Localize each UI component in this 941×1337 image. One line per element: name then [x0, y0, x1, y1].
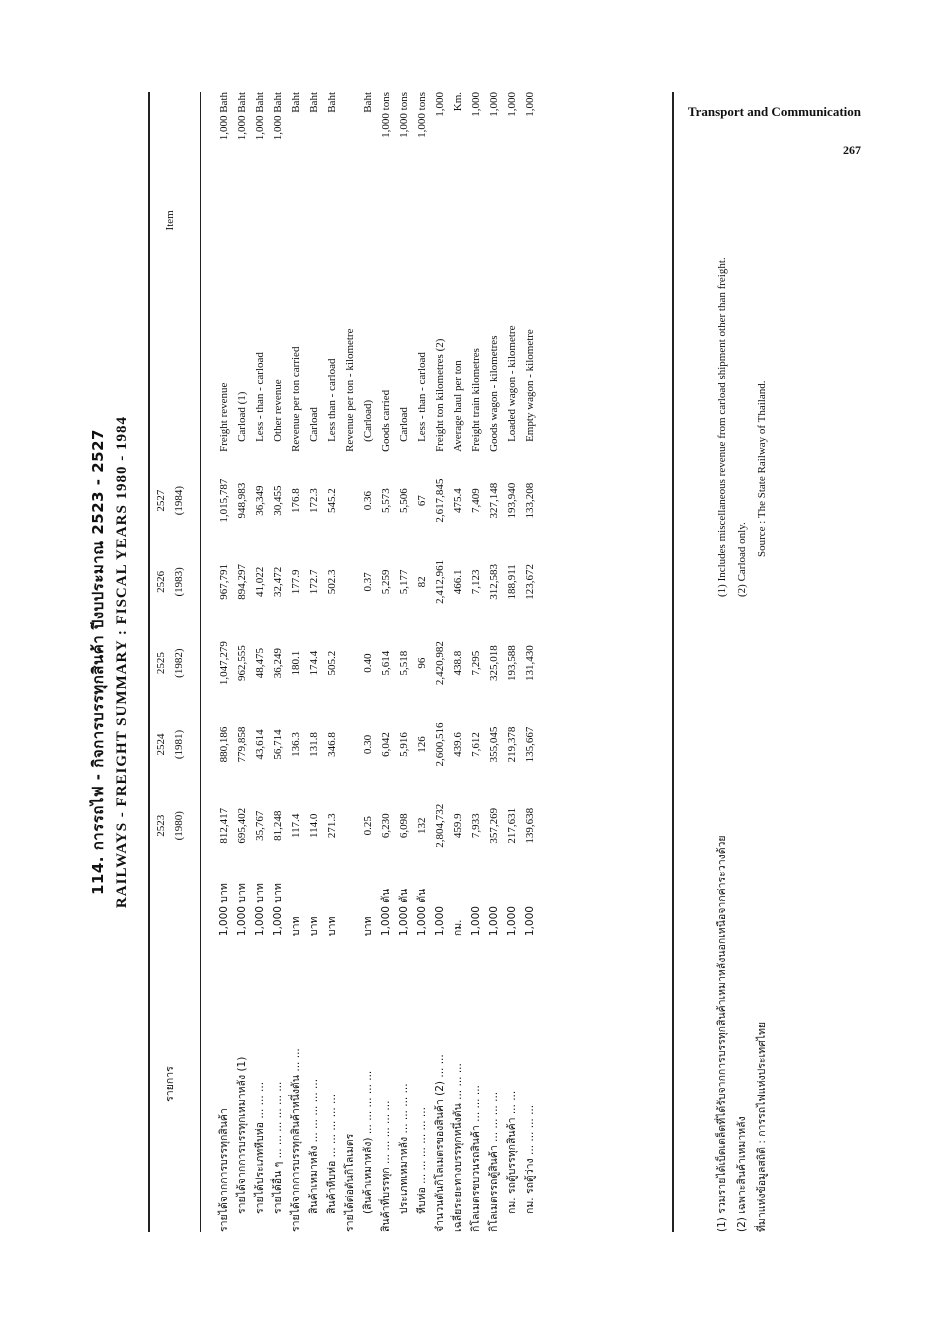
cell-value: 880,186 — [218, 726, 230, 763]
cell-value: 779,858 — [236, 726, 248, 763]
column-header-english-item: Item — [164, 210, 176, 231]
cell-value: 114.0 — [308, 813, 320, 838]
cell-value: 131.8 — [308, 732, 320, 757]
cell-value: 0.25 — [362, 816, 374, 836]
cell-value: 325,018 — [488, 645, 500, 682]
top-rule — [148, 92, 150, 1232]
row-unit-thai: 1,000 — [434, 906, 446, 937]
row-label-thai: รายได้อื่น ๆ ... ... ... ... ... ... — [272, 1081, 284, 1214]
cell-value: 174.4 — [308, 650, 320, 676]
cell-value: 5,916 — [398, 732, 410, 757]
cell-value: 219,378 — [506, 726, 518, 763]
source-english: Source : The State Railway of Thailand. — [756, 380, 768, 557]
cell-value: 439.6 — [452, 732, 464, 757]
footnotes-thai — [712, 835, 772, 1232]
row-label-english: Loaded wagon - kilometre — [506, 325, 518, 442]
row-unit-thai: 1,000 บาท — [236, 883, 248, 937]
row-unit-thai: บาท — [362, 916, 374, 937]
footnote-english: (1) Includes miscellaneous revenue from carload shipment other than freight. — [716, 257, 728, 597]
row-label-thai: เฉลี่ยระยะทางบรรทุกหนึ่งตัน ... ... ... — [452, 1063, 464, 1232]
table-row — [431, 92, 449, 1232]
row-unit-english: Baht — [290, 92, 302, 113]
row-label-english: Carload — [398, 407, 410, 442]
cell-value: 30,455 — [272, 485, 284, 516]
table-row — [503, 92, 521, 1232]
source-thai: ที่มาแห่งข้อมูลสถิติ : การรถไฟแห่งประเทศไทย — [756, 1021, 768, 1232]
row-unit-english — [341, 92, 359, 140]
cell-value — [341, 785, 359, 866]
column-header-ad-year: (1983) — [173, 567, 185, 597]
row-label-thai: สินค้าหีบห่อ ... ... ... ... ... — [326, 1093, 338, 1214]
cell-value: 5,518 — [398, 650, 410, 676]
cell-value: 2,804,732 — [434, 803, 446, 848]
row-unit-english: Baht — [308, 92, 320, 113]
cell-value: 36,249 — [272, 648, 284, 679]
row-unit-english: 1,000 tons — [380, 92, 392, 138]
column-header-year: 2523 — [155, 814, 167, 837]
cell-value: 81,248 — [272, 810, 284, 841]
cell-value: 67 — [416, 495, 428, 507]
table-row — [413, 92, 431, 1232]
row-label-english: Average haul per ton — [452, 360, 464, 452]
row-unit-english: Km. — [452, 92, 464, 112]
row-label-english: Carload (1) — [236, 391, 248, 442]
cell-value: 172.7 — [308, 569, 320, 595]
page-number: 267 — [843, 143, 861, 157]
row-unit-english: 1,000 Baht — [272, 92, 284, 141]
column-header-year: 2527 — [155, 489, 167, 512]
row-label-thai: หีบห่อ ... ... ... ... ... ... — [416, 1107, 428, 1214]
row-unit-thai: 1,000 — [470, 906, 482, 937]
cell-value: 193,588 — [506, 645, 518, 682]
column-header-year: 2525 — [155, 652, 167, 675]
cell-value: 695,402 — [236, 807, 248, 844]
row-unit-thai: 1,000 ตัน — [398, 888, 410, 937]
cell-value: 96 — [416, 657, 428, 669]
cell-value — [341, 623, 359, 704]
row-label-english: Revenue per ton carried — [290, 346, 302, 452]
table-row — [359, 92, 377, 1232]
cell-value: 6,098 — [398, 813, 410, 839]
column-header-thai-unit — [152, 866, 188, 936]
cell-value: 32,472 — [272, 566, 284, 597]
cell-value: 5,177 — [398, 569, 410, 595]
cell-value: 5,573 — [380, 488, 392, 513]
cell-value: 5,614 — [380, 650, 392, 676]
row-unit-thai: 1,000 บาท — [254, 883, 266, 937]
row-label-english: Goods carried — [380, 389, 392, 452]
row-label-thai: สินค้าเหมาหลัง ... ... ... ... ... — [308, 1078, 320, 1214]
table-title-english: RAILWAYS - FREIGHT SUMMARY : FISCAL YEARS 1980 - 1984 — [114, 415, 130, 909]
row-unit-english: 1,000 tons — [398, 92, 410, 138]
cell-value: 36,349 — [254, 485, 266, 516]
cell-value: 355,045 — [488, 726, 500, 763]
table-row — [377, 92, 395, 1232]
row-label-english: Less than - carload — [326, 358, 338, 442]
cell-value: 327,148 — [488, 482, 500, 519]
row-unit-english: 1,000 — [434, 92, 446, 117]
cell-value: 35,767 — [254, 810, 266, 841]
row-unit-english: 1,000 — [470, 92, 482, 117]
cell-value: 180.1 — [290, 650, 302, 676]
cell-value: 505.2 — [326, 650, 338, 676]
cell-value: 2,420,982 — [434, 641, 446, 686]
column-header-year: 2524 — [155, 733, 167, 756]
row-unit-thai: บาท — [326, 916, 338, 937]
cell-value: 466.1 — [452, 569, 464, 595]
table-row — [287, 92, 305, 1232]
row-label-english: Less - than - carload — [416, 352, 428, 442]
table-title-thai: 114. การรถไฟ - กิจการบรรทุกสินค้า ปีงบประมาณ 2523 - 2527 — [89, 429, 107, 896]
row-unit-english: 1,000 Baht — [236, 92, 248, 141]
row-unit-english: 1,000 — [506, 92, 518, 117]
cell-value: 132 — [416, 817, 428, 835]
row-unit-thai: 1,000 ตัน — [416, 888, 428, 937]
cell-value: 346.8 — [326, 732, 338, 757]
row-unit-thai: บาท — [290, 916, 302, 937]
row-unit-thai: 1,000 — [488, 906, 500, 937]
cell-value — [341, 460, 359, 541]
cell-value: 217,631 — [506, 807, 518, 844]
cell-value: 188,911 — [506, 564, 518, 600]
row-label-english: Goods wagon - kilometres — [488, 335, 500, 452]
row-unit-thai: บาท — [308, 916, 320, 937]
cell-value: 962,555 — [236, 645, 248, 682]
cell-value — [341, 704, 359, 785]
column-header-english-unit — [152, 92, 188, 140]
row-unit-english: 1,000 Baht — [254, 92, 266, 141]
table-row — [251, 92, 269, 1232]
row-label-english: Freight train kilometres — [470, 348, 482, 452]
cell-value: 5,259 — [380, 569, 392, 595]
column-header-ad-year: (1981) — [173, 729, 185, 760]
row-label-english: Freight ton kilometres (2) — [434, 338, 446, 452]
row-label-english: Carload — [308, 407, 320, 442]
footnote-english: (2) Carload only. — [736, 522, 748, 597]
cell-value: 6,230 — [380, 813, 392, 839]
row-label-thai: กิโลเมตรขบวนรถสินค้า ... ... ... — [470, 1085, 482, 1232]
row-unit-thai: 1,000 — [506, 906, 518, 937]
table-row — [485, 92, 503, 1232]
cell-value: 357,269 — [488, 807, 500, 844]
column-header-ad-year: (1982) — [173, 648, 185, 678]
cell-value: 5,506 — [398, 488, 410, 513]
freight-summary-table — [152, 92, 539, 1232]
row-label-thai: รายได้ประเภทหีบห่อ ... ... ... — [254, 1081, 266, 1214]
table-row — [521, 92, 539, 1232]
table-row — [323, 92, 341, 1232]
table-row — [215, 92, 233, 1232]
row-unit-english: 1,000 Bath — [218, 92, 230, 141]
header-row-years — [152, 92, 170, 1232]
column-header-year: 2526 — [155, 570, 167, 593]
row-unit-thai — [341, 866, 359, 936]
column-header-ad-year: (1984) — [173, 485, 185, 516]
row-label-english: Other revenue — [272, 379, 284, 442]
table-row — [449, 92, 467, 1232]
cell-value: 312,583 — [488, 564, 500, 600]
cell-value: 7,295 — [470, 650, 482, 676]
cell-value: 117.4 — [290, 813, 302, 838]
row-unit-english: Baht — [362, 92, 374, 113]
column-header-thai-item: รายการ — [164, 1066, 176, 1102]
cell-value: 438.8 — [452, 650, 464, 676]
cell-value: 123,672 — [524, 564, 536, 600]
cell-value: 43,614 — [254, 729, 266, 760]
row-unit-thai: กม. — [452, 919, 464, 937]
cell-value: 135,667 — [524, 726, 536, 763]
cell-value: 139,638 — [524, 807, 536, 844]
column-header-ad-year: (1980) — [173, 811, 185, 841]
table-row — [233, 92, 251, 1232]
row-label-english: Freight revenue — [218, 382, 230, 452]
row-label-thai: จำนวนตันกิโลเมตรของสินค้า (2) ... ... — [434, 1054, 446, 1232]
row-unit-thai: 1,000 ตัน — [380, 888, 392, 937]
cell-value: 7,612 — [470, 732, 482, 757]
cell-value: 0.37 — [362, 572, 374, 592]
table-row — [305, 92, 323, 1232]
table-row — [395, 92, 413, 1232]
cell-value: 2,600,516 — [434, 722, 446, 767]
cell-value: 0.40 — [362, 653, 374, 673]
bottom-rule — [672, 92, 674, 1232]
cell-value: 967,791 — [218, 564, 230, 600]
row-label-english: Less - than - carload — [254, 352, 266, 442]
cell-value: 2,412,961 — [434, 559, 446, 604]
cell-value: 82 — [416, 576, 428, 588]
running-header-section: Transport and Communication — [687, 104, 861, 119]
cell-value: 1,015,787 — [218, 478, 230, 523]
cell-value: 459.9 — [452, 813, 464, 839]
cell-value: 133,208 — [524, 482, 536, 519]
row-unit-thai: 1,000 บาท — [272, 883, 284, 937]
cell-value: 48,475 — [254, 648, 266, 679]
cell-value: 136.3 — [290, 732, 302, 757]
cell-value: 1,047,279 — [218, 641, 230, 686]
cell-value: 0.36 — [362, 490, 374, 511]
row-label-english: Revenue per ton - kilometre — [344, 328, 356, 452]
cell-value: 41,022 — [254, 566, 266, 597]
cell-value: 0.30 — [362, 734, 374, 755]
cell-value: 2,617,845 — [434, 478, 446, 523]
row-label-thai: สินค้าที่บรรทุก ... ... ... ... ... — [380, 1100, 392, 1232]
row-label-thai: รายได้จากการบรรทุกสินค้า — [218, 1108, 230, 1232]
row-unit-thai: 1,000 — [524, 906, 536, 937]
row-label-thai: รายได้ต่อตันกิโลเมตร — [344, 1133, 356, 1232]
row-unit-english: 1,000 — [524, 92, 536, 117]
cell-value: 502.3 — [326, 569, 338, 595]
table-row — [269, 92, 287, 1232]
cell-value: 7,123 — [470, 569, 482, 595]
cell-value: 131,430 — [524, 645, 536, 682]
cell-value: 475.4 — [452, 488, 464, 513]
cell-value: 948,983 — [236, 482, 248, 519]
cell-value: 126 — [416, 736, 428, 753]
cell-value: 271.3 — [326, 813, 338, 839]
row-unit-english: Baht — [326, 92, 338, 113]
cell-value: 177.9 — [290, 569, 302, 595]
rotated-table-block — [82, 92, 772, 1232]
cell-value: 172.3 — [308, 488, 320, 513]
row-label-thai: (สินค้าเหมาหลัง) ... ... ... ... ... — [362, 1070, 374, 1214]
table-row — [467, 92, 485, 1232]
table-row — [341, 92, 359, 1232]
row-label-thai: ประเภทเหมาหลัง ... ... ... ... — [398, 1083, 410, 1214]
row-unit-thai: 1,000 บาท — [218, 883, 230, 937]
footnotes-english — [712, 257, 772, 597]
cell-value: 545.2 — [326, 488, 338, 513]
cell-value: 193,940 — [506, 482, 518, 519]
row-unit-english: 1,000 — [488, 92, 500, 117]
cell-value: 7,933 — [470, 813, 482, 839]
cell-value: 812,417 — [218, 807, 230, 844]
row-label-thai: กม. รถตู้ว่าง ... ... ... ... — [524, 1104, 536, 1214]
cell-value: 176.8 — [290, 488, 302, 513]
cell-value — [341, 541, 359, 622]
row-unit-english: 1,000 tons — [416, 92, 428, 138]
row-label-english: (Carload) — [362, 399, 374, 442]
row-label-thai: กิโลเมตรรถตู้สินค้า ... ... ... ... — [488, 1091, 500, 1232]
cell-value: 7,409 — [470, 488, 482, 513]
row-label-thai: รายได้จากการบรรทุกสินค้าหนึ่งตัน ... ... — [290, 1048, 302, 1232]
cell-value: 894,297 — [236, 564, 248, 600]
row-label-thai: รายได้จากการบรรทุกเหมาหลัง (1) — [236, 1056, 248, 1214]
row-label-thai: กม. รถตู้บรรทุกสินค้า ... ... — [506, 1090, 518, 1214]
row-label-english: Empty wagon - kilometre — [524, 329, 536, 442]
footnote-thai: (2) เฉพาะสินค้าเหมาหลัง — [736, 1116, 748, 1232]
cell-value: 56,714 — [272, 729, 284, 760]
footnote-thai: (1) รวมรายได้เบ็ดเตล็ดที่ได้รับจากการบรรทุกสินค้าเหมาหลังนอกเหนือจากค่าระวางด้วย — [716, 835, 728, 1232]
cell-value: 6,042 — [380, 732, 392, 757]
